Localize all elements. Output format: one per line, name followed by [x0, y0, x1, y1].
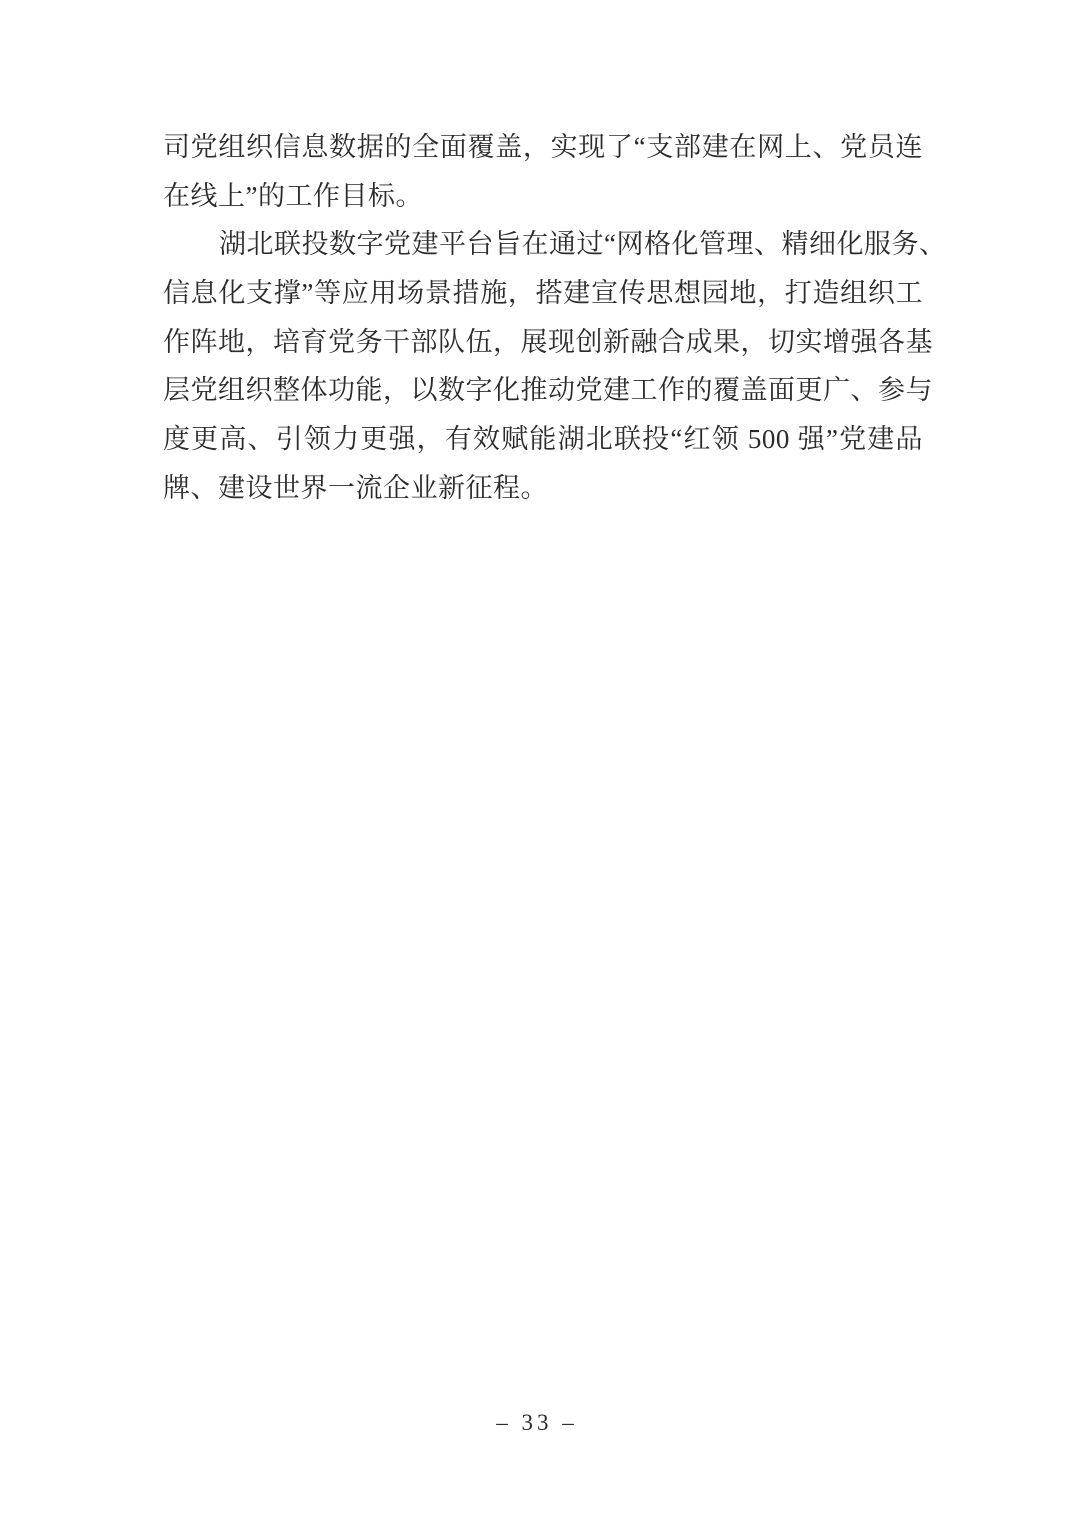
text-line: 湖北联投数字党建平台旨在通过“网格化管理、精细化服务、	[219, 229, 947, 260]
paragraph-1	[163, 123, 923, 220]
text-line: 作阵地，培育党务干部队伍，展现创新融合成果，切实增强各基	[163, 326, 933, 357]
text-line: 层党组织整体功能，以数字化推动党建工作的覆盖面更广、参与	[163, 375, 933, 406]
text-line: 牌、建设世界一流企业新征程。	[163, 472, 548, 503]
text-line: 度更高、引领力更强，有效赋能湖北联投“红领 500 强”党建品	[163, 424, 923, 455]
text-line: 在线上”的工作目标。	[163, 180, 423, 211]
text-line: 司党组织信息数据的全面覆盖，实现了“支部建在网上、党员连	[163, 132, 923, 162]
text-line: 信息化支撑”等应用场景措施，搭建宣传思想园地，打造组织工	[163, 278, 923, 309]
page-number: – 33 –	[496, 1410, 578, 1435]
body-text	[163, 123, 947, 513]
paragraph-2	[163, 220, 947, 512]
